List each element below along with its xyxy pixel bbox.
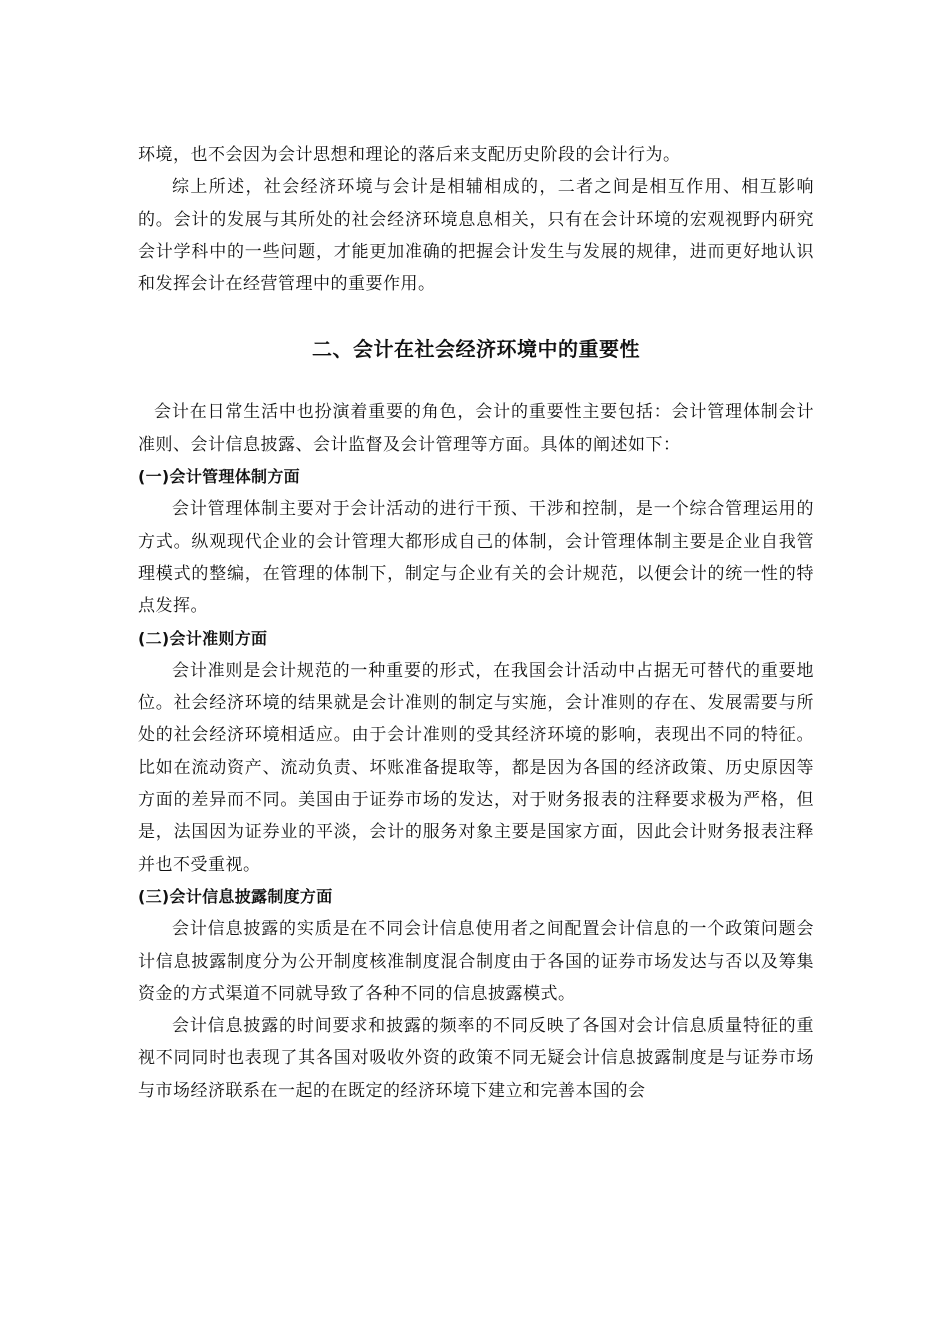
subsection-heading-3: (三)会计信息披露制度方面 <box>138 886 333 906</box>
subsection-heading-1: (一)会计管理体制方面 <box>138 467 300 487</box>
subsection-3-paragraph-2: 会计信息披露的时间要求和披露的频率的不同反映了各国对会计信息质量特征的重视不同同时也表现了其各国对吸收外资的政策不同无疑会计信息披露制度是与证券市场与市场经济联系在一起的在既定的经济环境下建立和完善本国的会 <box>138 1016 814 1101</box>
subsection-1-paragraph: 会计管理体制主要对于会计活动的进行干预、干涉和控制，是一个综合管理运用的方式。纵观现代企业的会计管理大都形成自己的体制，会计管理体制主要是企业自我管理模式的整编，在管理的体制下，制定与企业有关的会计规范，以便会计的统一性的特点发挥。 <box>138 499 814 617</box>
section-title: 二、会计在社会经济环境中的重要性 <box>312 337 640 362</box>
document-page <box>138 139 814 1107</box>
section-intro: 会计在日常生活中也扮演着重要的角色，会计的重要性主要包括：会计管理体制会计准则、会计信息披露、会计监督及会计管理等方面。具体的阐述如下： <box>138 402 814 455</box>
paragraph-summary: 综上所述，社会经济环境与会计是相辅相成的，二者之间是相互作用、相互影响的。会计的发展与其所处的社会经济环境息息相关，只有在会计环境的宏观视野内研究会计学科中的一些问题，才能更加准确的把握会计发生与发展的规律，进而更好地认识和发挥会计在经营管理中的重要作用。 <box>138 177 814 295</box>
subsection-heading-2: (二)会计准则方面 <box>138 628 268 648</box>
subsection-2-paragraph: 会计准则是会计规范的一种重要的形式，在我国会计活动中占据无可替代的重要地位。社会经济环境的结果就是会计准则的制定与实施，会计准则的存在、发展需要与所处的社会经济环境相适应。由于会计准则的受其经济环境的影响，表现出不同的特征。比如在流动资产、流动负责、坏账准备提取等，都是因为各国的经济政策、历史原因等方面的差异而不同。美国由于证券市场的发达，对于财务报表的注释要求极为严格，但是，法国因为证券业的平淡，会计的服务对象主要是国家方面，因此会计财务报表注释并也不受重视。 <box>138 660 814 875</box>
subsection-3-paragraph-1: 会计信息披露的实质是在不同会计信息使用者之间配置会计信息的一个政策问题会计信息披露制度分为公开制度核准制度混合制度由于各国的证券市场发达与否以及筹集资金的方式渠道不同就导致了各种不同的信息披露模式。 <box>138 919 814 1004</box>
paragraph-continuation: 环境，也不会因为会计思想和理论的落后来支配历史阶段的会计行为。 <box>138 145 681 165</box>
